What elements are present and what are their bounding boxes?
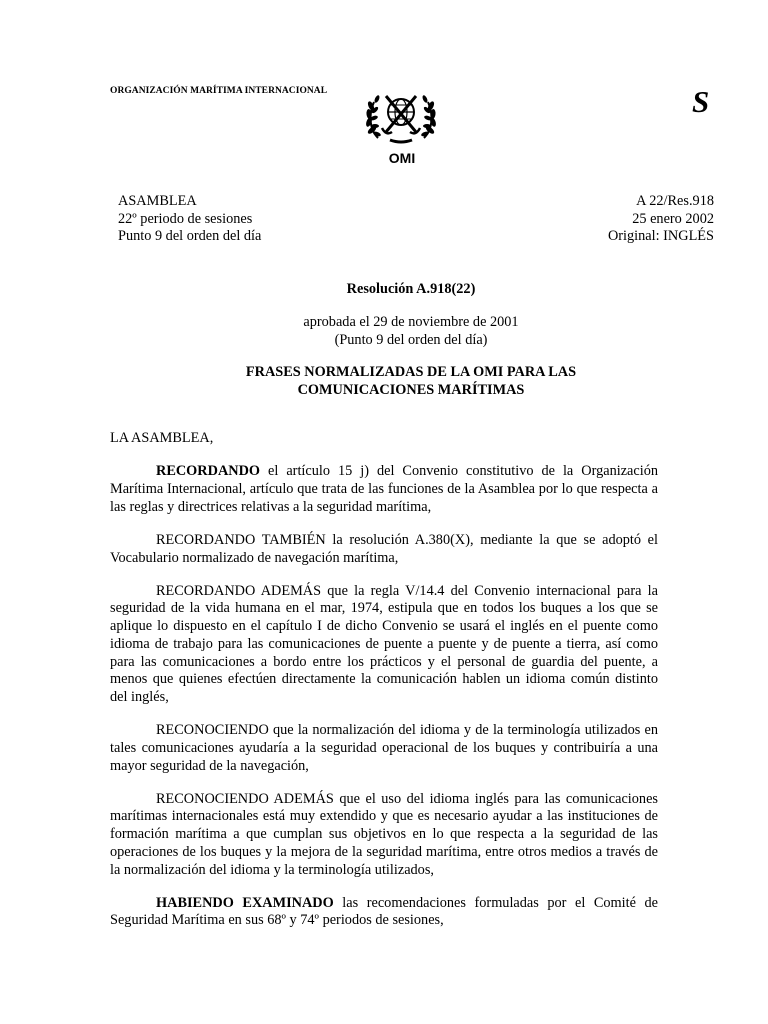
- paragraph-text: las recomendaciones formuladas por el Comité de Seguridad Marítima en sus 68º y 74º periodos de sesiones,: [110, 894, 659, 929]
- preamble-paragraph: [110, 583, 658, 707]
- agenda-item-label: Punto 9 del orden del día: [118, 228, 262, 244]
- paragraph-lead: RECONOCIENDO ADEMÁS: [156, 790, 334, 807]
- heading-line-1: FRASES NORMALIZADAS DE LA OMI PARA LAS: [245, 364, 577, 380]
- resolution-title: Resolución A.918(22): [346, 281, 476, 297]
- paragraph-text: el artículo 15 j) del Convenio constitutivo de la Organización Marítima Internacional, artículo que trata de las funciones de la Asamblea por lo que respecta a las reglas y directrices relativas a la seguridad marítima,: [110, 463, 658, 515]
- document-reference: [608, 193, 714, 246]
- opening-line: LA ASAMBLEA,: [110, 430, 214, 446]
- preamble-paragraph: [110, 791, 658, 880]
- paragraph-lead: RECORDANDO: [156, 463, 261, 480]
- imo-emblem-icon: [364, 86, 438, 146]
- organization-name: ORGANIZACIÓN MARÍTIMA INTERNACIONAL: [110, 86, 328, 96]
- original-language: Original: INGLÉS: [607, 228, 714, 244]
- preamble-paragraph: [110, 463, 658, 516]
- paragraph-lead: HABIENDO EXAMINADO: [156, 894, 334, 911]
- heading-line-2: COMUNICACIONES MARÍTIMAS: [297, 381, 525, 398]
- approval-date: aprobada el 29 de noviembre de 2001: [303, 314, 519, 330]
- paragraph-lead: RECORDANDO ADEMÁS: [156, 582, 322, 599]
- language-code: S: [692, 84, 710, 119]
- preamble-paragraph: [110, 532, 658, 567]
- resolution-heading: [108, 364, 714, 399]
- paragraph-lead: RECORDANDO TAMBIÉN: [156, 531, 326, 548]
- session-label: 22º periodo de sesiones: [118, 210, 253, 227]
- preamble-paragraph: [110, 722, 658, 775]
- preamble-paragraph: [110, 895, 658, 930]
- imo-acronym: OMI: [388, 150, 416, 166]
- document-symbol: A 22/Res.918: [636, 193, 714, 209]
- paragraph-lead: RECONOCIENDO: [156, 722, 269, 739]
- session-info: [118, 193, 261, 246]
- approval-info: [108, 314, 714, 349]
- paragraph-text: que el uso del idioma inglés para las comunicaciones marítimas internacionales está muy extendido y que es necesario ayudar a las instituciones de formación marítima a que cumplan sus objetivos en lo que respecta a la seguridad de las operaciones de los buques y la mejora de la seguridad marítima, entre otros medios a través de la normalización del idioma y la terminología utilizados,: [110, 790, 658, 878]
- assembly-label: ASAMBLEA: [118, 193, 197, 209]
- resolution-body: [110, 430, 658, 946]
- paragraph-text: que la regla V/14.4 del Convenio internacional para la seguridad de la vida humana en el mar, 1974, estipula que en todos los buques a los que se aplique lo dispuesto en el capítulo I de dicho Convenio se usará el inglés en el puente como idioma de trabajo para las comunicaciones de puente a puente y de puente a tierra, así como para las comunicaciones a bordo entre los prácticos y el personal de guardia del puente, a menos que quienes efectúen directamente la comunicación hablen un idioma común distinto del inglés,: [110, 582, 658, 705]
- paragraph-text: la resolución A.380(X), mediante la que se adoptó el Vocabulario normalizado de navegación marítima,: [110, 531, 659, 566]
- document-date: 25 enero 2002: [632, 210, 714, 227]
- paragraph-text: que la normalización del idioma y de la terminología utilizados en tales comunicaciones ayudaría a la seguridad operacional de los buques y contribuiría a una mayor seguridad de la navegación,: [110, 722, 658, 774]
- approval-agenda-item: (Punto 9 del orden del día): [334, 331, 488, 348]
